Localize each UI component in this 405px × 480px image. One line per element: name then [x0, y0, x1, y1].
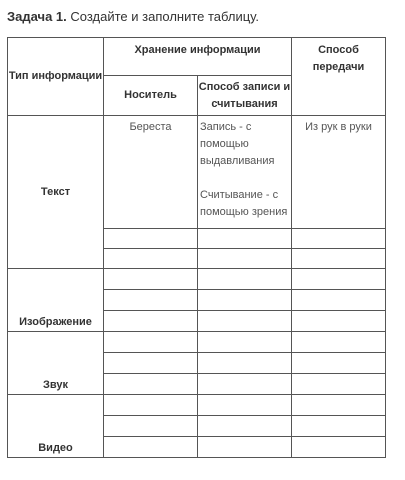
table-cell [104, 395, 198, 416]
task-label: Задача 1. [7, 9, 67, 24]
table-cell [104, 353, 198, 374]
table-cell [104, 249, 198, 269]
table-cell [292, 437, 386, 458]
header-transfer: Способ передачи [292, 38, 386, 116]
cell-text-method-read: Считывание - с помощью зрения [200, 189, 288, 218]
table-cell [104, 416, 198, 437]
table-cell [198, 332, 292, 353]
table-cell [292, 269, 386, 290]
table-cell [198, 290, 292, 311]
table-cell [198, 437, 292, 458]
task-heading [7, 9, 259, 25]
table-cell [292, 229, 386, 249]
table-cell [198, 249, 292, 269]
table-cell [198, 229, 292, 249]
table-cell [292, 353, 386, 374]
cell-text-method [198, 116, 292, 229]
table-cell [198, 374, 292, 395]
cell-text-method-write: Запись - с помощью выдавливания [200, 121, 275, 167]
task-text: Создайте и заполните таблицу. [70, 9, 259, 24]
table-cell [104, 332, 198, 353]
table-cell [292, 311, 386, 332]
table-cell [104, 374, 198, 395]
row-label-image: Изображение [8, 269, 104, 332]
table-cell [198, 416, 292, 437]
row-label-text: Текст [8, 116, 104, 269]
row-label-video: Видео [8, 395, 104, 458]
info-table [7, 37, 386, 458]
row-label-sound: Звук [8, 332, 104, 395]
cell-text-transfer: Из рук в руки [292, 116, 386, 229]
table-cell [104, 229, 198, 249]
table-cell [198, 395, 292, 416]
table-cell [104, 437, 198, 458]
header-storage: Хранение информации [104, 38, 292, 76]
table-cell [292, 395, 386, 416]
table-cell [104, 290, 198, 311]
cell-text-carrier: Береста [104, 116, 198, 229]
table-cell [292, 416, 386, 437]
table-cell [104, 269, 198, 290]
table-cell [198, 311, 292, 332]
table-cell [104, 311, 198, 332]
header-type: Тип информации [8, 38, 104, 116]
table-cell [198, 353, 292, 374]
table-cell [198, 269, 292, 290]
table-cell [292, 290, 386, 311]
header-method: Способ записи и считывания [198, 76, 292, 116]
table-cell [292, 332, 386, 353]
header-carrier: Носитель [104, 76, 198, 116]
table-cell [292, 249, 386, 269]
table-cell [292, 374, 386, 395]
